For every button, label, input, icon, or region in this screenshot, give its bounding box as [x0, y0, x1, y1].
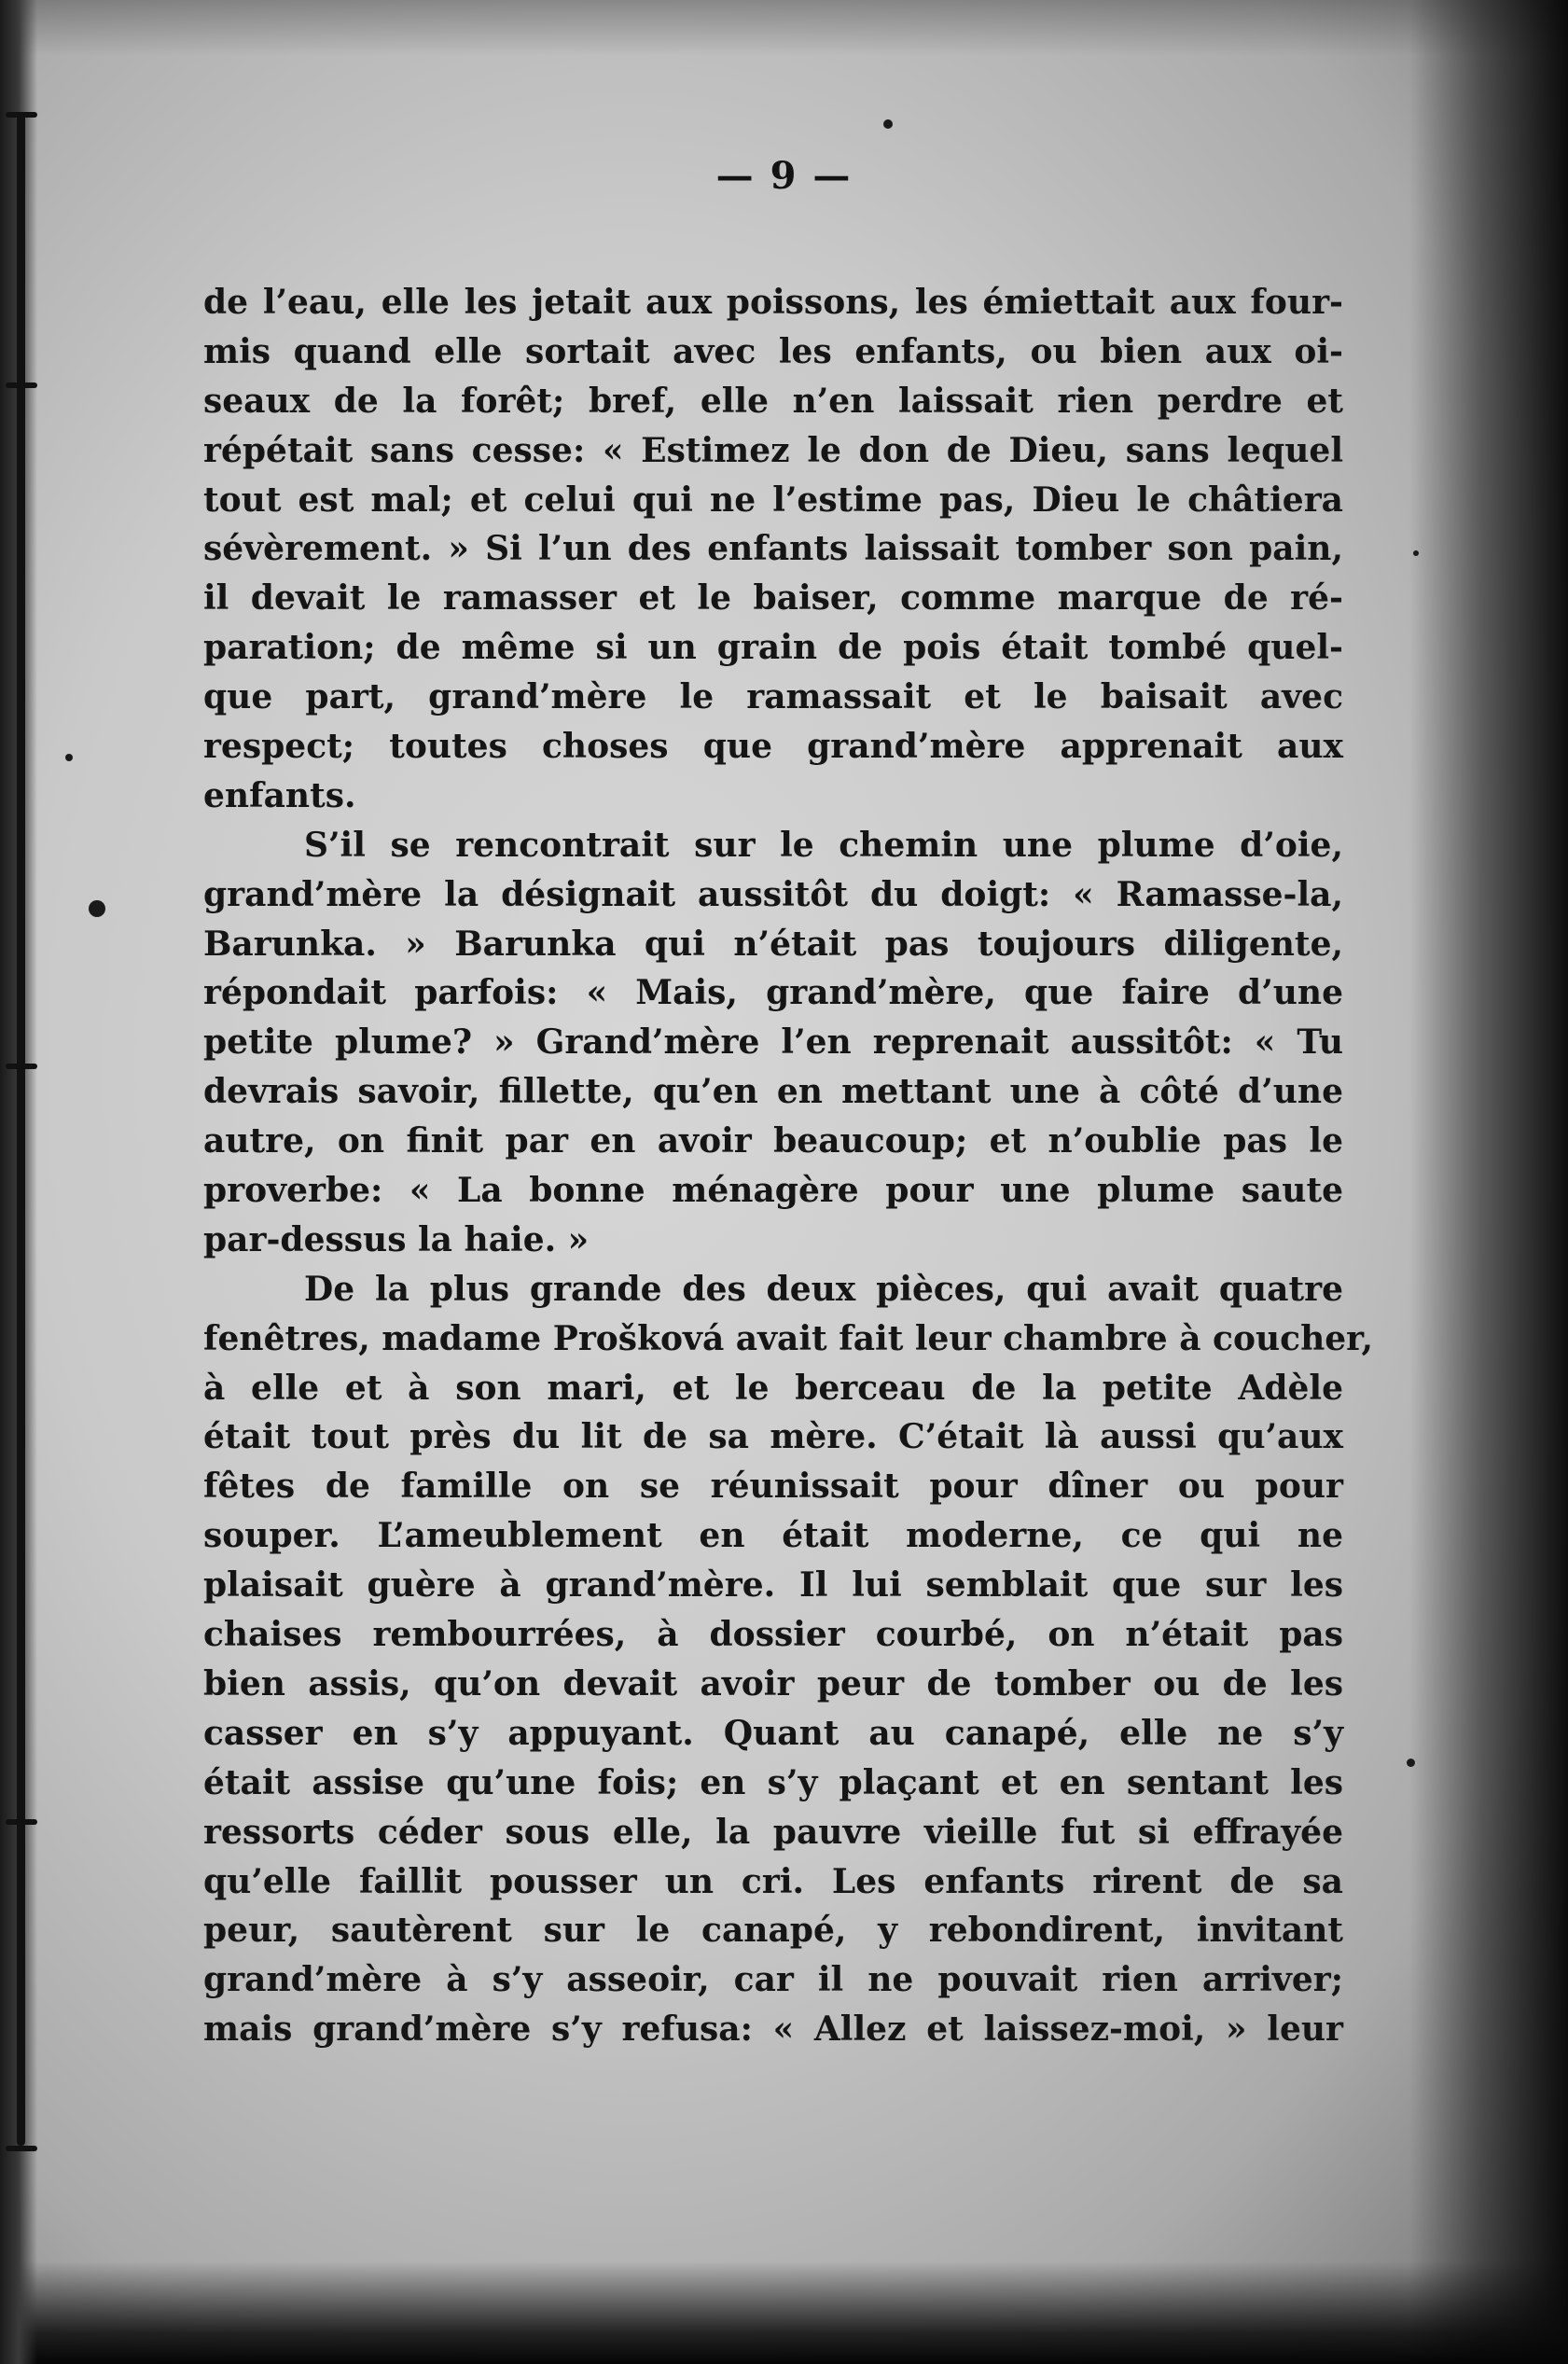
text-line: proverbe: « La bonne ménagère pour une plume saute: [203, 1171, 1343, 1211]
ink-speck: [1413, 550, 1419, 556]
text-line: enfants.: [203, 775, 356, 815]
text-line: tout est mal; et celui qui ne l’estime pas, Dieu le châtiera: [203, 480, 1343, 520]
text-line: par-dessus la haie. »: [203, 1219, 590, 1259]
binding-stitch: [6, 2146, 37, 2151]
text-line: sévèrement. » Si l’un des enfants laissait tomber son pain,: [203, 529, 1343, 569]
text-line: de l’eau, elle les jetait aux poissons, les émiettait aux four-: [203, 283, 1343, 322]
text-line: paration; de même si un grain de pois était tombé quel-: [203, 628, 1343, 668]
text-line: seaux de la forêt; bref, elle n’en laissait rien perdre et: [203, 381, 1343, 421]
page-bottom-shadow: [0, 2261, 1568, 2364]
text-line: qu’elle faillit pousser un cri. Les enfants rirent de sa: [203, 1861, 1343, 1901]
binding-stitch: [6, 1064, 37, 1069]
text-line: ressorts céder sous elle, la pauvre vieille fut si effrayée: [203, 1812, 1343, 1852]
body-text: [203, 278, 1374, 2054]
text-line: fenêtres, madame Prošková avait fait leur chambre à coucher,: [203, 1318, 1374, 1358]
binding-stitch: [6, 1819, 37, 1825]
binding-stitch: [6, 382, 37, 388]
text-line: il devait le ramasser et le baiser, comme marque de ré-: [203, 578, 1343, 619]
page-number: — 9 —: [715, 154, 853, 198]
text-line: peur, sautèrent sur le canapé, y rebondirent, invitant: [203, 1911, 1343, 1951]
text-line: à elle et à son mari, et le berceau de la petite Adèle: [203, 1368, 1343, 1408]
text-line: mis quand elle sortait avec les enfants, ou bien aux oi-: [203, 331, 1343, 371]
text-line: plaisait guère à grand’mère. Il lui semblait que sur les: [203, 1565, 1343, 1606]
text-line: devrais savoir, fillette, qu’en en mettant une à côté d’une: [203, 1072, 1343, 1112]
paragraph: [203, 1265, 1374, 2054]
text-line: petite plume? » Grand’mère l’en reprenait aussitôt: « Tu: [203, 1022, 1343, 1063]
ink-speck: [65, 754, 73, 761]
text-line: autre, on finit par en avoir beaucoup; et n’oublie pas le: [203, 1121, 1343, 1161]
text-line: grand’mère la désignait aussitôt du doigt: « Ramasse-la,: [203, 874, 1343, 914]
ink-speck: [1407, 1759, 1415, 1767]
text-line: était assise qu’une fois; en s’y plaçant et en sentant les: [203, 1762, 1343, 1802]
text-line: bien assis, qu’on devait avoir peur de tomber ou de les: [203, 1663, 1343, 1703]
binding-stitch: [6, 112, 37, 118]
page-top-shadow: [0, 0, 1568, 56]
paragraph: [203, 821, 1343, 1265]
text-line: était tout près du lit de sa mère. C’était là aussi qu’aux: [203, 1417, 1343, 1457]
ink-speck: [883, 119, 893, 129]
text-line: souper. L’ameublement en était moderne, ce qui ne: [203, 1516, 1343, 1556]
text-line: casser en s’y appuyant. Quant au canapé, elle ne s’y: [203, 1713, 1343, 1753]
text-line: répondait parfois: « Mais, grand’mère, que faire d’une: [203, 973, 1343, 1013]
text-line: respect; toutes choses que grand’mère apprenait aux: [203, 727, 1343, 767]
binding-thread: [17, 112, 25, 2146]
paragraph: [203, 278, 1343, 821]
text-line: chaises rembourrées, à dossier courbé, on n’était pas: [203, 1615, 1343, 1655]
text-line: mais grand’mère s’y refusa: « Allez et laissez-moi, » leur: [203, 2009, 1343, 2050]
text-line: Barunka. » Barunka qui n’était pas toujours diligente,: [203, 924, 1343, 964]
text-line: répétait sans cesse: « Estimez le don de Dieu, sans lequel: [203, 430, 1343, 470]
paragraphs: [203, 278, 1374, 2054]
text-line: que part, grand’mère le ramassait et le baisait avec: [203, 677, 1343, 717]
text-line: De la plus grande des deux pièces, qui avait quatre: [304, 1269, 1343, 1309]
page-right-shadow: [1409, 0, 1568, 2364]
ink-speck: [89, 900, 105, 917]
text-line: S’il se rencontrait sur le chemin une plume d’oie,: [304, 825, 1343, 865]
text-line: grand’mère à s’y asseoir, car il ne pouvait rien arriver;: [203, 1960, 1343, 2000]
text-line: fêtes de famille on se réunissait pour dîner ou pour: [203, 1467, 1343, 1507]
